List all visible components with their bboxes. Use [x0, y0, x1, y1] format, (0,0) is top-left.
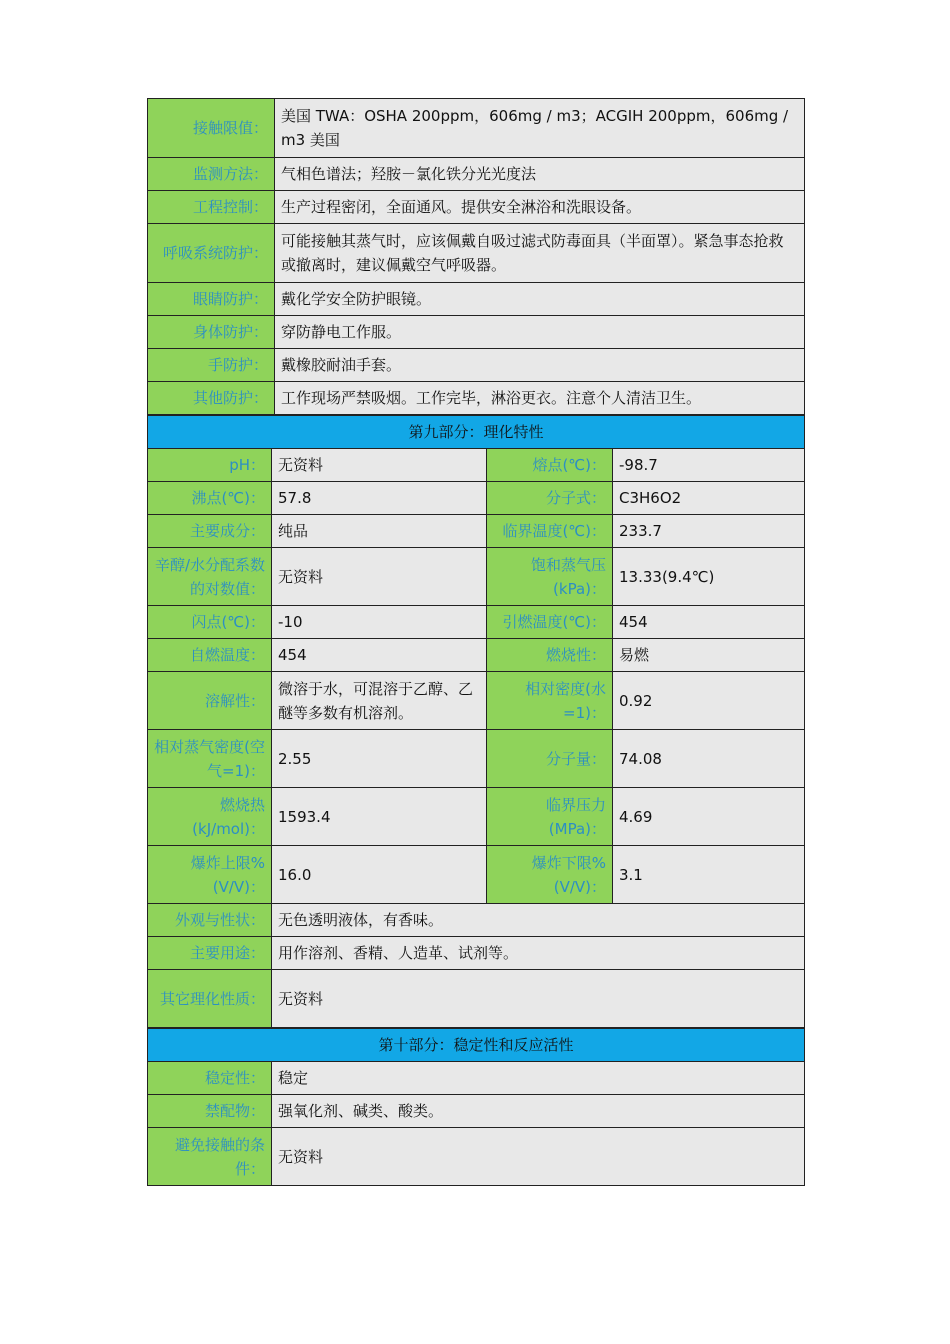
field-label: 分子量：: [487, 730, 613, 788]
field-label: 接触限值：: [148, 99, 275, 158]
field-value: 无资料: [272, 449, 487, 482]
field-value: 无资料: [272, 1128, 805, 1186]
section9-table: [147, 415, 805, 1028]
table-row: [148, 283, 805, 316]
section10-table: [147, 1028, 805, 1186]
field-label: 闪点(℃)：: [148, 606, 272, 639]
field-label: 相对蒸气密度(空气=1)：: [148, 730, 272, 788]
field-value: 工作现场严禁吸烟。工作完毕，淋浴更衣。注意个人清洁卫生。: [275, 382, 805, 415]
field-value: 74.08: [613, 730, 805, 788]
table-row: [148, 730, 805, 788]
field-value: 易燃: [613, 639, 805, 672]
msds-table: [147, 98, 804, 1186]
field-value: -98.7: [613, 449, 805, 482]
section-title: 第十部分：稳定性和反应活性: [148, 1029, 805, 1062]
field-value: 无色透明液体，有香味。: [272, 904, 805, 937]
field-label: 沸点(℃)：: [148, 482, 272, 515]
table-row: [148, 158, 805, 191]
field-label: 辛醇/水分配系数的对数值：: [148, 548, 272, 606]
field-label: pH：: [148, 449, 272, 482]
table-row: [148, 1095, 805, 1128]
protection-table: [147, 98, 805, 415]
table-row: [148, 449, 805, 482]
section-header: [148, 416, 805, 449]
field-label: 燃烧热(kJ/mol)：: [148, 788, 272, 846]
field-value: 233.7: [613, 515, 805, 548]
field-value: 0.92: [613, 672, 805, 730]
table-row: [148, 672, 805, 730]
field-label: 其它理化性质：: [148, 970, 272, 1028]
field-label: 避免接触的条件：: [148, 1128, 272, 1186]
field-label: 身体防护：: [148, 316, 275, 349]
table-row: [148, 515, 805, 548]
table-row: [148, 904, 805, 937]
field-label: 引燃温度(℃)：: [487, 606, 613, 639]
field-value: 强氧化剂、碱类、酸类。: [272, 1095, 805, 1128]
field-value: 可能接触其蒸气时，应该佩戴自吸过滤式防毒面具（半面罩）。紧急事态抢救或撤离时，建议佩戴空气呼吸器。: [275, 224, 805, 283]
table-row: [148, 606, 805, 639]
field-label: 外观与性状：: [148, 904, 272, 937]
section-title: 第九部分：理化特性: [148, 416, 805, 449]
field-value: 美国 TWA：OSHA 200ppm，606mg / m3；ACGIH 200ppm，606mg / m3 美国: [275, 99, 805, 158]
field-value: 4.69: [613, 788, 805, 846]
field-value: -10: [272, 606, 487, 639]
field-value: C3H6O2: [613, 482, 805, 515]
table-row: [148, 788, 805, 846]
field-label: 临界温度(℃)：: [487, 515, 613, 548]
field-label: 稳定性：: [148, 1062, 272, 1095]
table-row: [148, 224, 805, 283]
field-value: 生产过程密闭，全面通风。提供安全淋浴和洗眼设备。: [275, 191, 805, 224]
field-value: 13.33(9.4℃): [613, 548, 805, 606]
field-label: 熔点(℃)：: [487, 449, 613, 482]
field-label: 自燃温度：: [148, 639, 272, 672]
field-value: 454: [613, 606, 805, 639]
section-header: [148, 1029, 805, 1062]
table-row: [148, 191, 805, 224]
field-label: 禁配物：: [148, 1095, 272, 1128]
field-value: 戴橡胶耐油手套。: [275, 349, 805, 382]
field-value: 穿防静电工作服。: [275, 316, 805, 349]
field-label: 溶解性：: [148, 672, 272, 730]
field-label: 相对密度(水=1)：: [487, 672, 613, 730]
field-value: 57.8: [272, 482, 487, 515]
field-value: 1593.4: [272, 788, 487, 846]
field-value: 戴化学安全防护眼镜。: [275, 283, 805, 316]
table-row: [148, 846, 805, 904]
field-label: 手防护：: [148, 349, 275, 382]
table-row: [148, 937, 805, 970]
field-value: 微溶于水，可混溶于乙醇、乙醚等多数有机溶剂。: [272, 672, 487, 730]
table-row: [148, 970, 805, 1028]
field-label: 饱和蒸气压(kPa)：: [487, 548, 613, 606]
field-label: 其他防护：: [148, 382, 275, 415]
field-value: 3.1: [613, 846, 805, 904]
field-label: 监测方法：: [148, 158, 275, 191]
field-label: 临界压力(MPa)：: [487, 788, 613, 846]
field-value: 无资料: [272, 548, 487, 606]
field-value: 用作溶剂、香精、人造革、试剂等。: [272, 937, 805, 970]
table-row: [148, 316, 805, 349]
field-value: 纯品: [272, 515, 487, 548]
field-label: 爆炸上限%(V/V)：: [148, 846, 272, 904]
field-value: 稳定: [272, 1062, 805, 1095]
table-row: [148, 382, 805, 415]
table-row: [148, 482, 805, 515]
table-row: [148, 1128, 805, 1186]
field-value: 气相色谱法；羟胺－氯化铁分光光度法: [275, 158, 805, 191]
field-value: 454: [272, 639, 487, 672]
field-label: 工程控制：: [148, 191, 275, 224]
field-value: 2.55: [272, 730, 487, 788]
field-label: 眼睛防护：: [148, 283, 275, 316]
table-row: [148, 99, 805, 158]
field-label: 主要成分：: [148, 515, 272, 548]
table-row: [148, 548, 805, 606]
table-row: [148, 639, 805, 672]
table-row: [148, 349, 805, 382]
field-value: 无资料: [272, 970, 805, 1028]
field-label: 主要用途：: [148, 937, 272, 970]
field-value: 16.0: [272, 846, 487, 904]
field-label: 呼吸系统防护：: [148, 224, 275, 283]
field-label: 燃烧性：: [487, 639, 613, 672]
field-label: 爆炸下限%(V/V)：: [487, 846, 613, 904]
table-row: [148, 1062, 805, 1095]
field-label: 分子式：: [487, 482, 613, 515]
